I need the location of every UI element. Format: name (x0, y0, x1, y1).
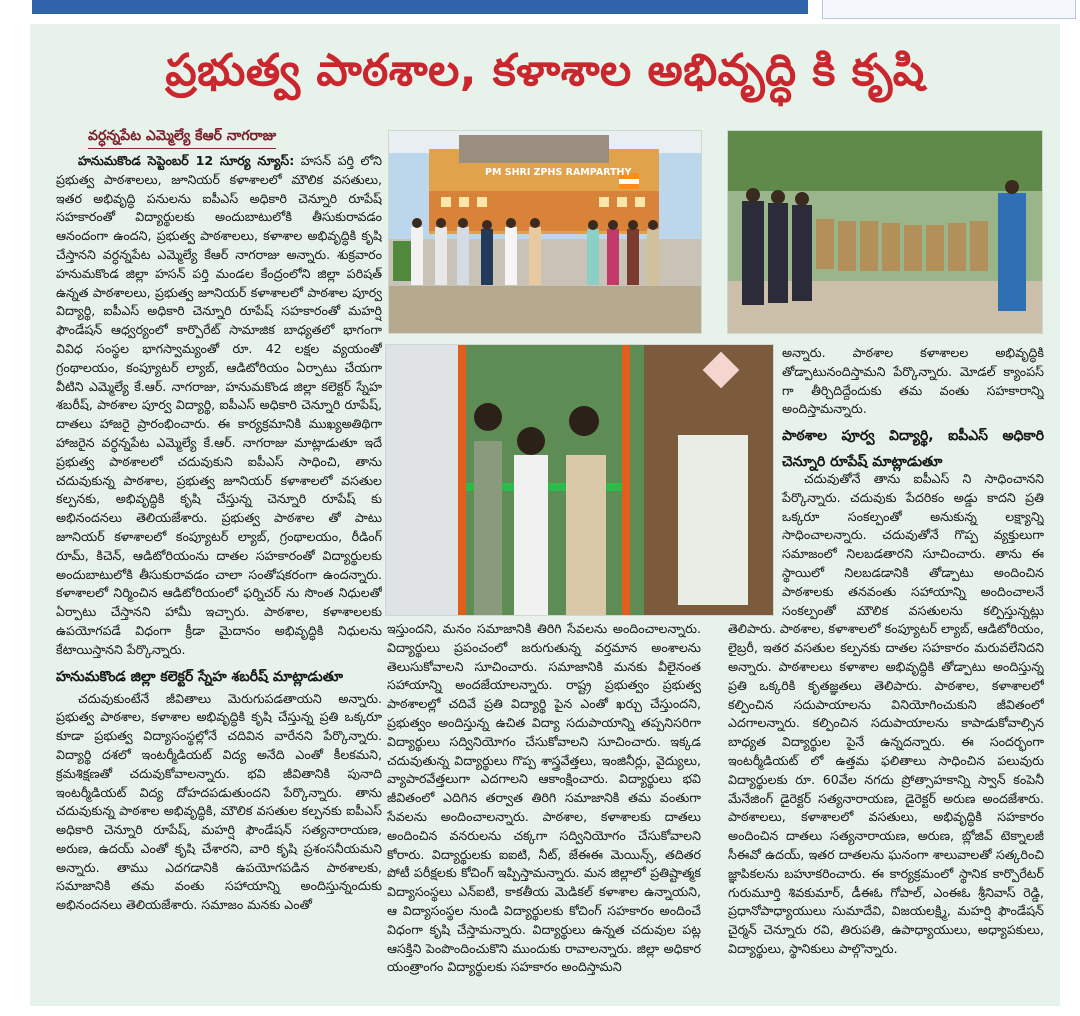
byline: వర్ధన్నపేట ఎమ్మెల్యే కేఆర్ నాగరాజు (88, 128, 276, 149)
article-paragraph (56, 152, 382, 660)
top-right-box (822, 0, 1076, 19)
top-bar (0, 0, 1080, 16)
article-paragraph: చదువుకుంటేనే జీవితాలు మెరుగుపడతాయని అన్నారు. ప్రభుత్వ పాఠశాల, కళాశాల అభివృద్ధికి కృషి చేస్తున్న ప్రతి ఒక్కరూ కూడా ప్రభుత్వ విద్యాసంస్థల్లోనే చదివిన వారేనని పేర్కొన్నారు. విద్యార్థి దశలో ఇంటర్మీడియట్ విద్య అనేది ఎంతో కీలకమని, క్రమశిక్షణతో చదువుకోవాలన్నారు. భవి జీవితానికి పునాది ఇంటర్మీడియట్ విద్య దోహదపడుతుందని పేర్కొన్నారు. తాను చదువుకున్న పాఠశాల అభివృద్ధికి, మౌలిక వసతుల కల్పనకు ఐపీఎస్ అధికారి చెన్నూరి రూపేష్, మహర్షి ఫౌండేషన్ సత్యనారాయణ, అరుణ, ఉదయ్ ఎంతో కృషి చేశారని, వారి కృషి ప్రశంసనీయమని అన్నారు. తాము ఎదగడానికి ఉపయోగపడిన పాఠశాలకు, సమాజానికి తమ వంతు సహాయాన్ని అందిస్తున్నందుకు అభినందనలు తెలియజేశారు. సమాజం మనకు ఎంతో (56, 690, 382, 913)
photo-wrap-spacer (728, 470, 782, 620)
paragraph-text: హసన్ పర్తి లోని ప్రభుత్వ పాఠశాలలు, జూనియర్ కళాశాలలో మౌలిక వసతులు, ఇతర అభివృద్ధి పనులను ఐపీఎస్ అధికారి చెన్నూరి రూపేష్ సహకారంతో విద్యార్థులకు అందుబాటులోకి తీసుకురావడం ఆనందంగా ఉందని, ప్రభుత్వ పాఠశాలలు, కళాశాల అభివృద్ధికి కృషి చేస్తానని వర్ధన్నపేట ఎమ్మెల్యే కేఆర్ నాగరాజు అన్నారు. శుక్రవారం హనుమకొండ జిల్లా హసన్ పర్తి మండల కేంద్రంలోని జిల్లా పరిషత్ ఉన్నత పాఠశాలలు, ప్రభుత్వ జూనియర్ కళాశాలలో పాఠశాల పూర్వ విద్యార్థి, ఐపీఎస్ అధికారి చెన్నూరి రూపేష్ సహకారంతో మహర్షి ఫౌండేషన్ ఆధ్వర్యంలో కార్పొరేట్ సామాజిక బాధ్యతలో భాగంగా వివిధ సంస్థల భాగస్వామ్యంతో రూ. 42 లక్షల వ్యయంతో గ్రంథాలయం, కంప్యూటర్ ల్యాబ్, ఆడిటోరియం ఏర్పాటు చేయగా వీటిని ఎమ్మెల్యే కే.ఆర్. నాగరాజు, హనుమకొండ జిల్లా కలెక్టర్ స్నేహ శబరీష్, పాఠశాల పూర్వ విద్యార్థి, ఐపీఎస్ అధికారి చెన్నూరి రూపేష్, దాతలు హాజరై ప్రారంభించారు. ఈ కార్యక్రమానికి ముఖ్యఅతిథిగా హాజరైన వర్ధన్నపేట ఎమ్మెల్యే కే.ఆర్. నాగరాజు మాట్లాడుతూ ఇదే ప్రభుత్వ పాఠశాలలో చదువుకుని ఐపీఎస్ సాధించి, తాను చదువుకున్న పాఠశాల, ప్రభుత్వ జూనియర్ కళాశాలలో వసతుల కల్పనకు, అభివృద్ధికి కృషి చేస్తున్న చెన్నూరి రూపేష్ కు అభినందనలు తెలియజేశారు. ప్రభుత్వ పాఠశాల తో పాటు జూనియర్ కళాశాలలో కంప్యూటర్ ల్యాబ్, గ్రంథాలయం, రీడింగ్ రూమ్, కిచెన్, ఆడిటోరియంను దాతల సహకారంతో విద్యార్థులకు అందుబాటులోకి తీసుకురావడం చాలా సంతోషకరంగా ఉందన్నారు. కళాశాలలో నిర్మించిన ఆడిటోరియంలో ఫర్నిచర్ ను సొంత నిధులతో ఏర్పాటు చేస్తానని హామీ ఇచ్చారు. పాఠశాల, కళాశాలలకు ఉపయోగపడే విధంగా క్రీడా మైదానం అభివృద్ధికి నిధులను కేటాయిస్తానని పేర్కొన్నారు. (56, 153, 382, 657)
ribbon-cutting-photo (385, 344, 774, 616)
headline: ప్రభుత్వ పాఠశాల, కళాశాల అభివృద్ధి కి కృషి (165, 45, 925, 96)
article-column-1 (56, 152, 382, 998)
subheading-collector: హనుమకొండ జిల్లా కలెక్టర్ స్నేహ శబరీష్ మాట్లాడుతూ (56, 668, 343, 685)
article-paragraph: చదువుతోనే తాను ఐపీఎస్ ని సాధించానని పేర్కొన్నారు. చదువుకు పేదరికం అడ్డు కాదని ప్రతి ఒక్కరూ సంకల్పంతో అనుకున్న లక్ష్యాన్ని సాధించాలన్నారు. చదువుతోనే గొప్ప వ్యక్తులుగా సమాజంలో నిలబడతారని సూచించారు. తాను ఈ స్థాయిలో నిలబడడానికి తోడ్పాటు అందించిన పాఠశాలకు తనవంతు సహాయాన్ని అందించాలనే సంకల్పంతో మౌలిక వసతులను కల్పిస్తున్నట్లు తెలిపారు. పాఠశాల, కళాశాలలో కంప్యూటర్ ల్యాబ్, ఆడిటోరియం, లైబ్రరీ, ఇతర వసతుల కల్పనకు దాతల సహకారం మరువలేనిదని అన్నారు. పాఠశాలలు కళాశాల అభివృద్ధికి తోడ్పాటు అందిస్తున్న ప్రతి ఒక్కరికి కృతజ్ఞతలు తెలిపారు. పాఠశాల, కళాశాలలో కల్పించిన సదుపాయాలను వినియోగించుకుని జీవితంలో ఎదగాలన్నారు. కల్పించిన సదుపాయాలను కాపాడుకోవాల్సిన బాధ్యత విద్యార్థుల పైనే ఉన్నదన్నారు. ఈ సందర్భంగా ఇంటర్మీడియట్ లో ఉత్తమ ఫలితాలు సాధించిన పలువురు విద్యార్థులకు రూ. 60వేల నగదు ప్రోత్సాహకాన్ని స్వాన్ కంపెనీ మేనేజింగ్ డైరెక్టర్ సత్యనారాయణ, డైరెక్టర్ అరుణ అందజేశారు. పాఠశాలలు, కళాశాలలో వసతులు, అభివృద్ధికి సహకారం అందించిన దాతలు సత్యనారాయణ, అరుణ, బ్లోజివ్ టెక్నాలజీ సీఈవో ఉదయ్, ఇతర దాతలను ఘనంగా శాలువాలతో సత్కరించి జ్ఞాపికలను బహూకరించారు. ఈ కార్యక్రమంలో స్థానిక కార్పొరేటర్ గురుమూర్తి శివకుమార్, డీఈఓ గోపాల్, ఎంఈఓ శ్రీనివాస్ రెడ్డి, ప్రధానోపాధ్యాయులు సుమాదేవి, విజయలక్ష్మి, మహర్షి ఫౌండేషన్ చైర్మన్ చెన్నూరు రవి, తిరుపతి, ఉపాధ్యాయులు, అధ్యాపకులు, విద్యార్థులు, స్థానికులు పాల్గొన్నారు. (728, 471, 1044, 956)
school-building-photo (388, 130, 702, 334)
top-blue-strip (32, 0, 808, 14)
dateline: హనుమకొండ సెప్టెంబర్ 12 సూర్య న్యూస్: (78, 153, 295, 168)
article-column-2 (387, 620, 701, 1000)
ribbon-cutting-image (386, 345, 773, 615)
school-building-image (389, 131, 701, 333)
article-paragraph: ఇస్తుందని, మనం సమాజానికి తిరిగి సేవలను అందించాలన్నారు. విద్యార్థులు ప్రపంచంలో జరుగుతున్న వర్తమాన అంశాలను తెలుసుకోవాలని సూచించారు. సమాజానికి మనకు వీలైనంత సహాయాన్ని అందజేయాలన్నారు. రాష్ట్ర ప్రభుత్వం ప్రభుత్వ పాఠశాలల్లో చదివే ప్రతి విద్యార్థి పైన ఎంతో ఖర్చు చేస్తుందని, ప్రభుత్వం అందిస్తున్న ఉచిత విద్యా సదుపాయాన్ని తప్పనిసరిగా విద్యార్థులు సద్వినియోగం చేసుకోవాలని సూచించారు. ఇక్కడ చదువుతున్న విద్యార్థులు గొప్ప శాస్త్రవేత్తలు, ఇంజినీర్లు, వైద్యులు, వ్యాపారవేత్తలుగా ఎదగాలని ఆకాంక్షించారు. విద్యార్థులు భవి జీవితంలో ఎదిగిన తర్వాత తిరిగి సమాజానికి తమ వంతుగా సేవలను అందించాలన్నారు. పాఠశాల, కళాశాలకు దాతలు అందించిన వనరులను చక్కగా సద్వినియోగం చేసుకోవాలని కోరారు. విద్యార్థులకు ఐఐటి, నీట్, జేఈఈ మెయిన్స్, తదితర పోటీ పరీక్షలకు కోచింగ్ ఇప్పిస్తామన్నారు. మన జిల్లాలో ప్రతిష్టాత్మక విద్యాసంస్థలు ఎన్ఐటి, కాకతీయ మెడికల్ కళాశాల ఉన్నాయని, ఆ విద్యాసంస్థల నుండి విద్యార్థులకు కోచింగ్ సహకారం అందించే విధంగా కృషి చేస్తామన్నారు. విద్యార్థులు ఉన్నత చదువుల పట్ల ఆసక్తిని పెంపొందించుకొని ముందుకు రావాలన్నారు. జిల్లా అధికార యంత్రాంగం విద్యార్థులకు సహకారం అందిస్తామని (387, 621, 701, 975)
article-paragraph: అన్నారు. పాఠశాల కళాశాలల అభివృద్ధికి తోడ్పాటునందిస్తామని పేర్కొన్నారు. మోడల్ క్యాంపస్ గా తీర్చిదిద్దేందుకు తమ వంతు సహకారాన్ని అందిస్తామన్నారు. (782, 345, 1044, 417)
group-photo (727, 130, 1043, 334)
group-image (728, 131, 1042, 333)
article-column-3-continued (728, 470, 1044, 1000)
school-sign-text: PM SHRI ZPHS RAMPARTHY (485, 167, 632, 178)
subheading-rupesh: పాఠశాల పూర్వ విద్యార్థి, ఐపీఎస్ అధికారి చెన్నూరి రూపేష్ మాట్లాడుతూ (782, 428, 1044, 471)
